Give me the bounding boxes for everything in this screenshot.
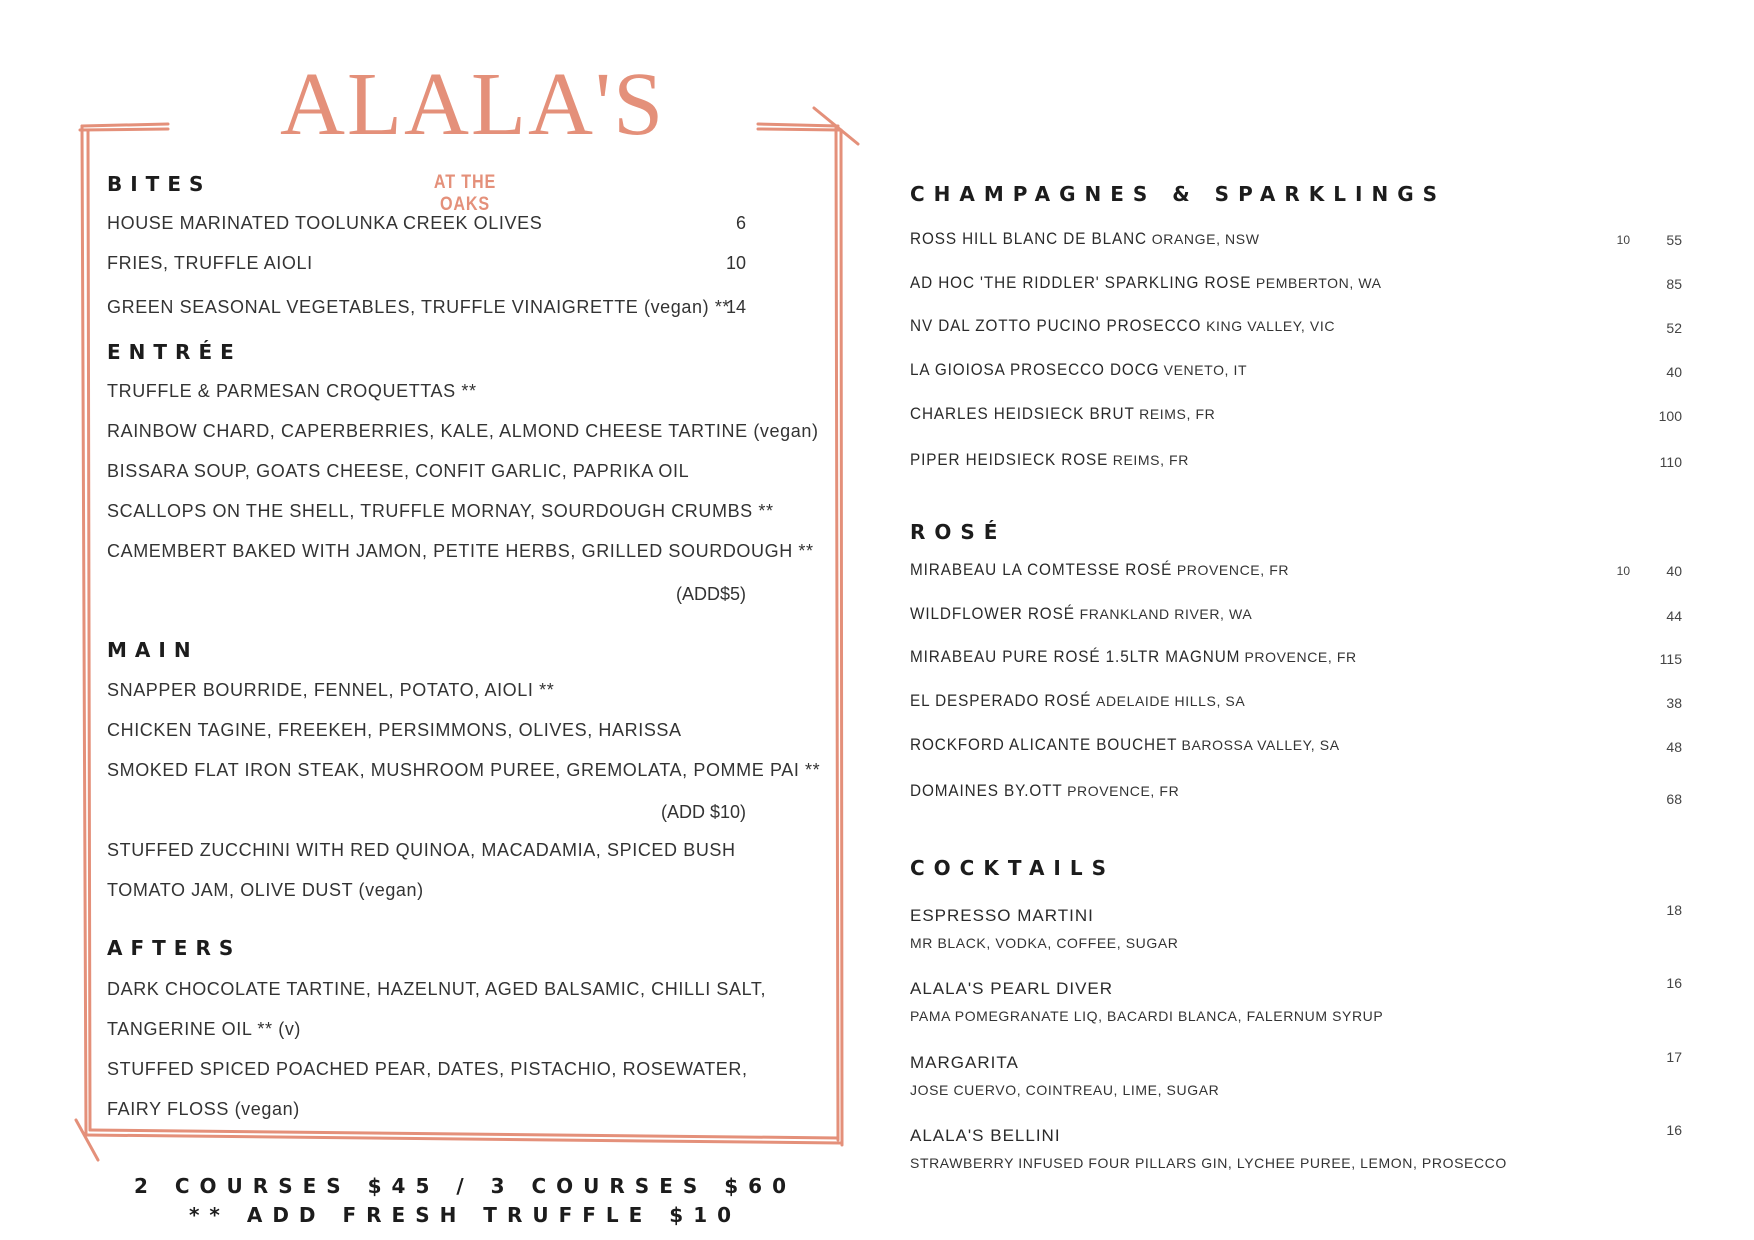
bottle-price: 55	[1666, 232, 1682, 248]
wine-region: PROVENCE, FR	[1067, 783, 1180, 799]
section-heading-afters: AFTERS	[107, 936, 242, 960]
bottle-price: 40	[1666, 563, 1682, 579]
wine-item	[910, 691, 1245, 711]
section-heading-main: MAIN	[107, 638, 199, 662]
glass-price: 10	[1616, 564, 1630, 578]
food-item: TRUFFLE & PARMESAN CROQUETTAS **	[107, 381, 477, 401]
truffle-addon-note: ** ADD FRESH TRUFFLE $10	[188, 1203, 742, 1227]
food-item: CHICKEN TAGINE, FREEKEH, PERSIMMONS, OLIVES, HARISSA	[107, 720, 682, 740]
bottle-price: 115	[1659, 651, 1682, 667]
food-item: GREEN SEASONAL VEGETABLES, TRUFFLE VINAIGRETTE (vegan) **	[107, 297, 731, 317]
wine-name: EL DESPERADO ROSÉ	[910, 691, 1092, 710]
food-item: SMOKED FLAT IRON STEAK, MUSHROOM PUREE, GREMOLATA, POMME PAI **	[107, 760, 821, 780]
cocktail-name: ALALA'S BELLINI	[910, 1126, 1061, 1145]
cocktail-description: JOSE CUERVO, COINTREAU, LIME, SUGAR	[910, 1082, 1220, 1098]
wine-item	[910, 273, 1382, 293]
section-heading-cocktails: COCKTAILS	[910, 856, 1116, 880]
bottle-price: 48	[1666, 739, 1682, 755]
wine-name: ROSS HILL BLANC DE BLANC	[910, 229, 1148, 248]
bottle-price: 100	[1658, 408, 1682, 424]
wine-name: MIRABEAU PURE ROSÉ 1.5LTR MAGNUM	[910, 647, 1241, 666]
wine-region: REIMS, FR	[1139, 406, 1216, 422]
wine-item	[910, 229, 1260, 249]
section-heading-entree: ENTRÉE	[107, 340, 242, 364]
wine-name: DOMAINES BY.OTT	[910, 781, 1063, 800]
cocktail-name: MARGARITA	[910, 1053, 1019, 1072]
supplement-price: (ADD$5)	[675, 584, 746, 604]
food-price: 14	[725, 297, 746, 317]
wine-region: REIMS, FR	[1112, 452, 1189, 468]
wine-region: BAROSSA VALLEY, SA	[1181, 737, 1340, 753]
cocktail-description: PAMA POMEGRANATE LIQ, BACARDI BLANCA, FALERNUM SYRUP	[910, 1008, 1384, 1024]
section-heading-bites: BITES	[107, 172, 212, 196]
wine-name: AD HOC 'THE RIDDLER' SPARKLING ROSE	[910, 273, 1252, 292]
wine-region: VENETO, IT	[1163, 362, 1248, 378]
wine-item	[910, 450, 1189, 470]
bottle-price: 110	[1659, 454, 1682, 470]
food-item: FRIES, TRUFFLE AIOLI	[107, 253, 313, 273]
cocktail-price: 17	[1666, 1049, 1682, 1065]
wine-region: ADELAIDE HILLS, SA	[1096, 693, 1246, 709]
food-item: DARK CHOCOLATE TARTINE, HAZELNUT, AGED BALSAMIC, CHILLI SALT,	[107, 979, 767, 999]
food-item: RAINBOW CHARD, CAPERBERRIES, KALE, ALMOND CHEESE TARTINE (vegan)	[107, 421, 819, 441]
wine-name: ROCKFORD ALICANTE BOUCHET	[910, 735, 1178, 754]
cocktail-price: 18	[1666, 902, 1682, 918]
wine-region: PROVENCE, FR	[1244, 649, 1357, 665]
food-item: BISSARA SOUP, GOATS CHEESE, CONFIT GARLIC, PAPRIKA OIL	[107, 461, 690, 481]
set-menu-pricing: 2 COURSES $45 / 3 COURSES $60	[134, 1174, 796, 1198]
wine-region: FRANKLAND RIVER, WA	[1079, 606, 1253, 622]
wine-name: WILDFLOWER ROSÉ	[910, 604, 1075, 623]
glass-price: 10	[1616, 233, 1630, 247]
food-item: SNAPPER BOURRIDE, FENNEL, POTATO, AIOLI **	[107, 680, 555, 700]
wine-region: PROVENCE, FR	[1176, 562, 1290, 578]
food-price: 6	[735, 213, 746, 233]
wine-name: CHARLES HEIDSIECK BRUT	[910, 404, 1135, 423]
bottle-price: 68	[1666, 791, 1682, 807]
wine-region: ORANGE, NSW	[1151, 231, 1260, 247]
bottle-price: 38	[1666, 695, 1682, 711]
bottle-price: 44	[1666, 608, 1682, 624]
bottle-price: 52	[1666, 320, 1682, 336]
wine-item	[910, 604, 1252, 624]
bottle-price: 85	[1666, 276, 1682, 292]
food-item: STUFFED ZUCCHINI WITH RED QUINOA, MACADAMIA, SPICED BUSH	[107, 840, 736, 860]
cocktail-name: ALALA'S PEARL DIVER	[910, 979, 1114, 998]
supplement-price: (ADD $10)	[660, 802, 746, 822]
wine-region: KING VALLEY, VIC	[1206, 318, 1336, 334]
wine-item	[910, 647, 1357, 667]
cocktail-description: MR BLACK, VODKA, COFFEE, SUGAR	[910, 935, 1179, 951]
wine-name: LA GIOIOSA PROSECCO DOCG	[910, 360, 1160, 379]
food-item: CAMEMBERT BAKED WITH JAMON, PETITE HERBS, GRILLED SOURDOUGH **	[107, 541, 814, 561]
food-price: 10	[725, 253, 746, 273]
cocktail-price: 16	[1666, 975, 1682, 991]
food-item: TANGERINE OIL ** (v)	[107, 1019, 302, 1039]
wine-item	[910, 735, 1340, 755]
food-item: SCALLOPS ON THE SHELL, TRUFFLE MORNAY, SOURDOUGH CRUMBS **	[107, 501, 774, 521]
wine-name: PIPER HEIDSIECK ROSE	[910, 450, 1109, 469]
bottle-price: 40	[1666, 364, 1682, 380]
cocktail-description: STRAWBERRY INFUSED FOUR PILLARS GIN, LYCHEE PUREE, LEMON, PROSECCO	[910, 1155, 1507, 1171]
brand-logo: ALALA'S	[280, 55, 666, 154]
wine-region: PEMBERTON, WA	[1255, 275, 1382, 291]
wine-item	[910, 316, 1335, 336]
wine-name: NV DAL ZOTTO PUCINO PROSECCO	[910, 316, 1202, 335]
wine-item	[910, 360, 1247, 380]
food-item: HOUSE MARINATED TOOLUNKA CREEK OLIVES	[107, 213, 543, 233]
food-item: STUFFED SPICED POACHED PEAR, DATES, PISTACHIO, ROSEWATER,	[107, 1059, 748, 1079]
wine-item	[910, 781, 1179, 801]
wine-item	[910, 560, 1289, 580]
cocktail-price: 16	[1666, 1122, 1682, 1138]
wine-item	[910, 404, 1215, 424]
brand-subtitle: AT THE OAKS	[433, 172, 497, 215]
cocktail-name: ESPRESSO MARTINI	[910, 906, 1094, 925]
food-item: FAIRY FLOSS (vegan)	[107, 1099, 300, 1119]
section-heading-rose: ROSÉ	[910, 520, 1007, 544]
food-item: TOMATO JAM, OLIVE DUST (vegan)	[107, 880, 424, 900]
section-heading-sparklings: CHAMPAGNES & SPARKLINGS	[910, 182, 1447, 206]
wine-name: MIRABEAU LA COMTESSE ROSÉ	[910, 560, 1173, 579]
